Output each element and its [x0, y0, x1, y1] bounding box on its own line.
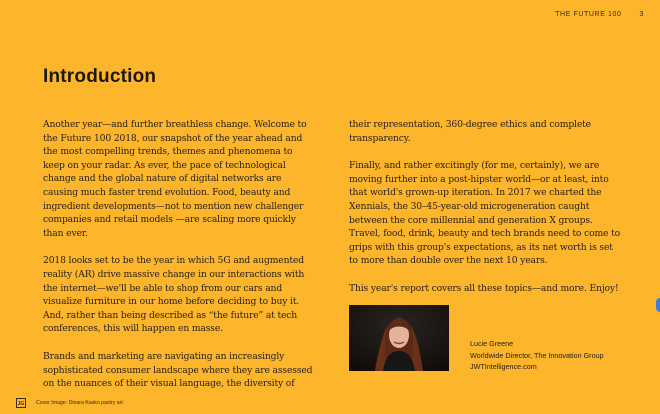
author-website: JWTIntelligence.com	[470, 362, 537, 371]
author-role: Worldwide Director, The Innovation Group	[470, 350, 604, 360]
author-portrait-image	[349, 305, 449, 371]
author-name: Lucie Greene	[470, 339, 514, 348]
paragraph: Brands and marketing are navigating an increasingly sophisticated consumer landscape where they are assessed on the nuances of their visual language, the diversity of	[43, 350, 313, 390]
paragraph: Another year—and further breathless change. Welcome to the Future 100 2018, our snapshot of the year ahead and the most compelling trends, themes and phenomena to keep on your radar. As ever, the pace of technological change and the global nature of digital networks are causing much faster trend evolution. Food, beauty and ingredient developments—not to mention new challenger companies and retail models —are scaling more quickly than ever.	[43, 119, 307, 239]
paragraph: Finally, and rather excitingly (for me, certainly), we are moving further into a post-hipster world—or at least, into that world's grown-up iteration. In 2017 we charted the Xennials, the 30–45-year-old microgeneration caught between the core millennial and generation X groups. Travel, food, drink, beauty and tech brands need to come to grips with this group's expectations, as its net worth is set to more than double over the next 10 years.	[349, 160, 620, 267]
right-column	[349, 118, 621, 310]
page-header	[555, 11, 644, 18]
paragraph: 2018 looks set to be the year in which 5G and augmented reality (AR) drive massive change in our interactions with the internet—we'll be able to shop from our cars and visualize furniture in our home before deciding to buy it. And, rather than being described as “the future” at tech conferences, this will happen en masse.	[43, 255, 305, 335]
author-photo	[349, 305, 449, 371]
paragraph: This year's report covers all these topics—and more. Enjoy!	[349, 282, 619, 294]
author-signature	[470, 338, 604, 373]
page-number: 3	[639, 11, 644, 18]
paragraph: their representation, 360-degree ethics and complete transparency.	[349, 119, 591, 144]
cover-image-credit: Cover Image: Dinara Kasko pastry art	[36, 400, 123, 406]
jwt-logo-icon: JG	[16, 398, 26, 408]
page-footer	[16, 398, 123, 408]
publication-title: THE FUTURE 100	[555, 11, 622, 18]
side-handle-icon[interactable]	[656, 298, 660, 312]
page-title: Introduction	[43, 66, 157, 87]
left-column	[43, 118, 315, 405]
